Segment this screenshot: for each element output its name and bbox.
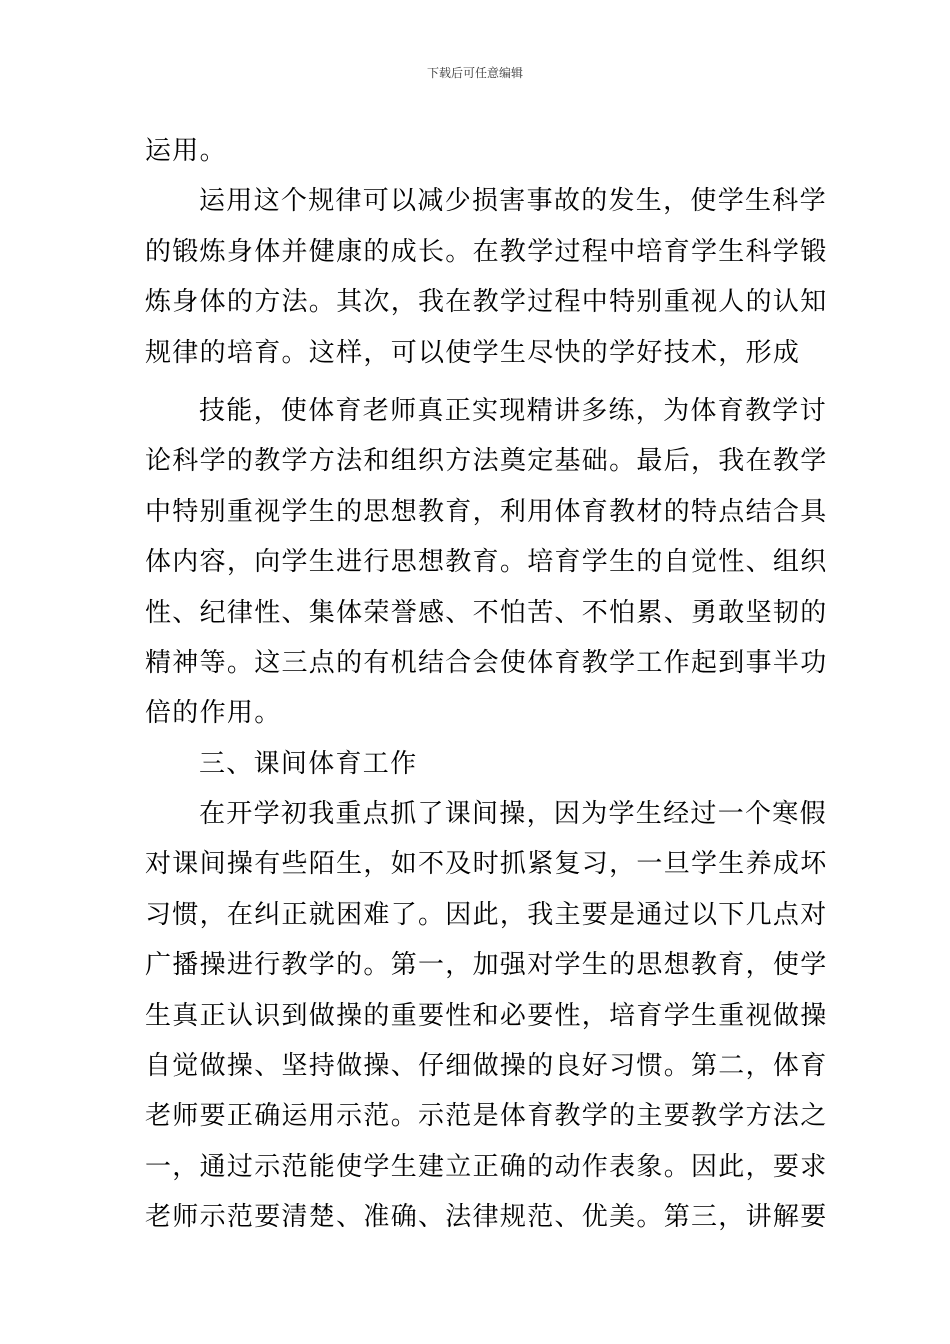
text-line: 论科学的教学方法和组织方法奠定基础。最后，我在教学	[145, 446, 828, 477]
text-line: 的锻炼身体并健康的成长。在教学过程中培育学生科学锻	[145, 236, 828, 267]
page-header: 下载后可任意编辑	[426, 66, 523, 80]
text-line: 炼身体的方法。其次，我在教学过程中特别重视人的认知	[145, 287, 828, 318]
text-line: 对课间操有些陌生，如不及时抓紧复习，一旦学生养成坏	[145, 849, 828, 880]
text-line: 体内容，向学生进行思想教育。培育学生的自觉性、组织	[145, 547, 828, 578]
text-line: 中特别重视学生的思想教育，利用体育教材的特点结合具	[145, 496, 828, 527]
text-line: 老师要正确运用示范。示范是体育教学的主要教学方法之	[145, 1101, 828, 1132]
paragraph-start-line: 运用这个规律可以减少损害事故的发生，使学生科学	[199, 186, 827, 217]
text-line: 广播操进行教学的。第一，加强对学生的思想教育，使学	[145, 950, 828, 981]
section-heading: 三、课间体育工作	[199, 748, 418, 779]
text-line: 倍的作用。	[145, 698, 282, 729]
paragraph-start-line: 技能，使体育老师真正实现精讲多练，为体育教学讨	[199, 395, 827, 426]
text-line: 习惯，在纠正就困难了。因此，我主要是通过以下几点对	[145, 899, 828, 930]
text-line: 生真正认识到做操的重要性和必要性，培育学生重视做操	[145, 1000, 828, 1031]
text-line: 老师示范要清楚、准确、法律规范、优美。第三，讲解要	[145, 1202, 828, 1233]
text-line: 性、纪律性、集体荣誉感、不怕苦、不怕累、勇敢坚韧的	[145, 597, 828, 628]
body-text	[145, 126, 828, 1243]
text-line: 自觉做操、坚持做操、仔细做操的良好习惯。第二，体育	[145, 1051, 828, 1082]
paragraph-start-line: 在开学初我重点抓了课间操，因为学生经过一个寒假	[199, 799, 827, 830]
text-line: 运用。	[145, 136, 227, 166]
text-line: 规律的培育。这样，可以使学生尽快的学好技术，形成	[145, 337, 801, 368]
text-line: 精神等。这三点的有机结合会使体育教学工作起到事半功	[145, 647, 828, 678]
text-line: 一，通过示范能使学生建立正确的动作表象。因此，要求	[145, 1151, 828, 1182]
